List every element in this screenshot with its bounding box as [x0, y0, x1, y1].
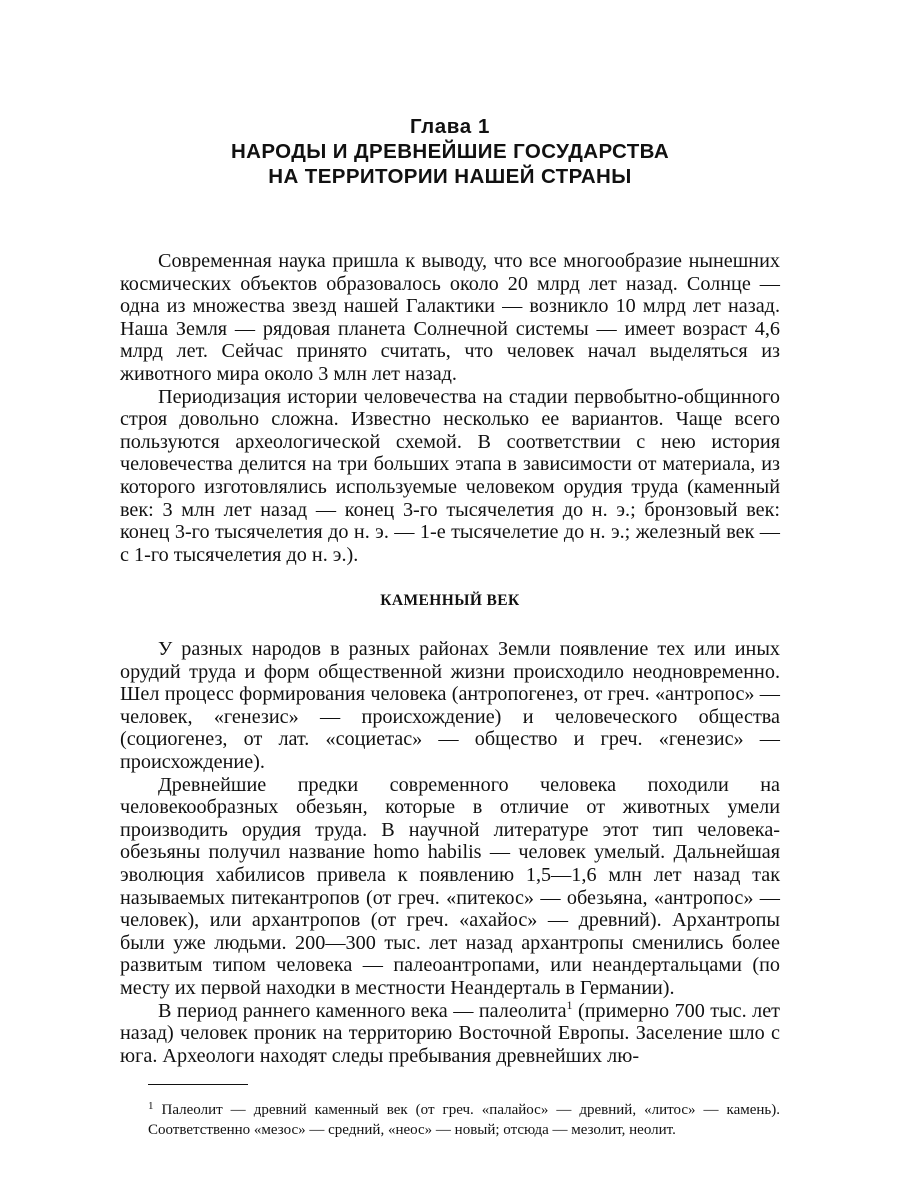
chapter-title-line-1: НАРОДЫ И ДРЕВНЕЙШИЕ ГОСУДАРСТВА	[230, 140, 670, 163]
section-text	[120, 638, 780, 1067]
footnote-text: Палеолит — древний каменный век (от греч. «палайос» — древний, «литос» — камень). Соответственно «мезос» — средний, «неос» — новый; отсюда — мезолит, неолит.	[148, 1102, 781, 1138]
footnote-mark: 1	[148, 1100, 154, 1112]
section-paragraph-2: Древнейшие предки современного человека походили на человекообразных обезьян, которые в отличие от животных умели производить орудия труда. В научной литературе этот тип человека-обезьяны получил название homo habilis — человек умелый. Дальнейшая эволюция хабилисов привела к появлению 1,5—1,6 млн лет назад так называемых питекантропов (от греч. «питекос» — обезьяна, «антропос» — человек), или архантропов (от греч. «ахайос» — древний). Архантропы были уже людьми. 200—300 тыс. лет назад архантропы сменились более развитым типом человека — палеоантропами, или неандертальцами (по месту их первой находки в местности Неандерталь в Германии).	[120, 773, 780, 999]
book-page	[120, 0, 780, 1200]
paragraph-3-start: В период раннего каменного века — палеолита	[158, 999, 567, 1022]
intro-text	[120, 250, 780, 566]
section-paragraph-3	[120, 997, 780, 1068]
footnote-divider	[148, 1084, 248, 1085]
section-paragraph-1: У разных народов в разных районах Земли появление тех или иных орудий труда и форм общественной жизни происходило неодновременно. Шел процесс формирования человека (антропогенез, от греч. «антропос» — человек, «генезис» — происхождение) и человеческого общества (социогенез, от лат. «социетас» — общество и греч. «генезис» — происхождение).	[120, 638, 780, 773]
chapter-heading	[120, 114, 780, 189]
chapter-number: Глава 1	[409, 115, 491, 138]
footnote-reference: 1	[566, 997, 573, 1012]
section-title: КАМЕННЫЙ ВЕК	[380, 592, 520, 609]
intro-paragraph-1: Современная наука пришла к выводу, что все многообразие нынешних космических объектов образовалось около 20 млрд лет назад. Солнце — одна из множества звезд нашей Галактики — возникло 10 млрд лет назад. Наша Земля — рядовая планета Солнечной системы — имеет возраст 4,6 млрд лет. Сейчас принято считать, что человек начал выделяться из животного мира около 3 млн лет назад.	[120, 250, 780, 385]
chapter-title-line-2: НА ТЕРРИТОРИИ НАШЕЙ СТРАНЫ	[268, 165, 632, 188]
footnote	[148, 1096, 780, 1140]
paragraph-3-rest: (примерно 700 тыс. лет назад) человек проник на территорию Восточной Европы. Заселение шло с юга. Археологи находят следы пребывания древнейших лю-	[120, 999, 780, 1067]
intro-paragraph-2: Периодизация истории человечества на стадии первобытно-общинного строя довольно сложна. Известно несколько ее вариантов. Чаще всего пользуются археологической схемой. В соответствии с нею история человечества делится на три больших этапа в зависимости от материала, из которого изготовлялись используемые человеком орудия труда (каменный век: 3 млн лет назад — конец 3-го тысячелетия до н. э.; бронзовый век: конец 3-го тысячелетия до н. э. — 1-е тысячелетие до н. э.; железный век — с 1-го тысячелетия до н. э.).	[120, 385, 780, 566]
